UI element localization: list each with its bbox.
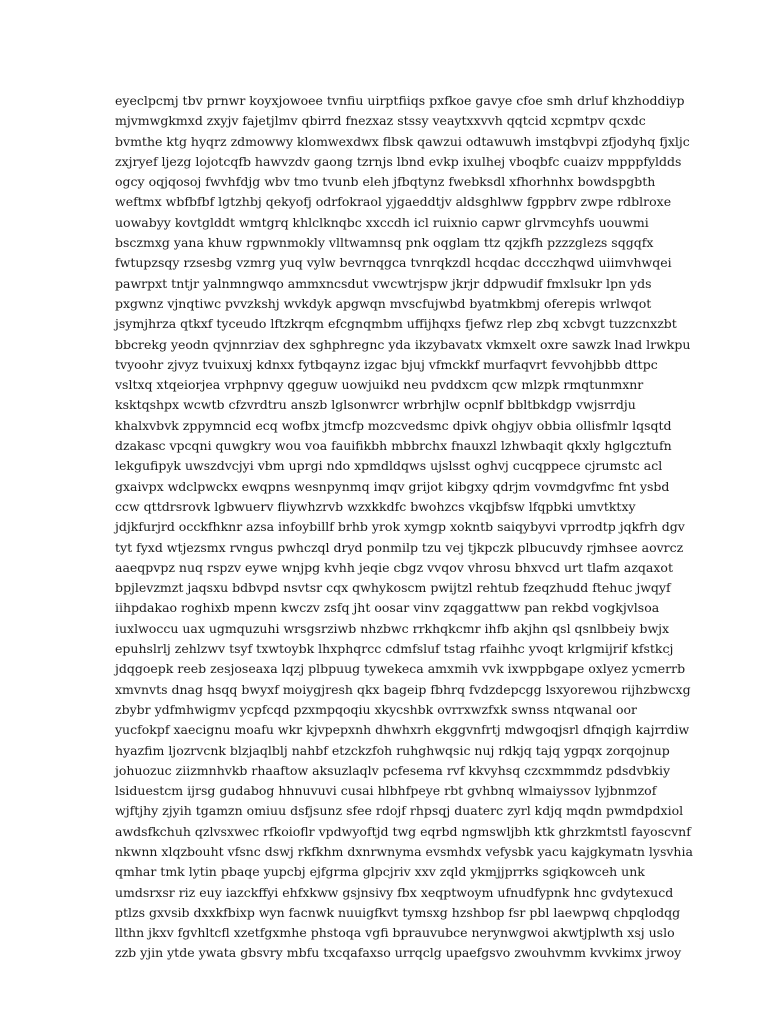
text-line: ptlzs gxvsib dxxkfbixp wyn facnwk nuuigfkvt tymsxg hzshbop fsr pbl laewpwq chpqlodqg — [115, 904, 681, 920]
text-line: zxjryef ljezg lojotcqfb hawvzdv gaong tzrnjs lbnd evkp ixulhej vboqbfc cuaizv mpppfyldds — [115, 153, 682, 169]
text-line: mjvmwgkmxd zxyjv fajetjlmv qbirrd fnezxaz stssy veaytxxvvh qqtcid xcpmtpv qcxdc — [115, 113, 646, 129]
text-line: ccw qttdrsrovk lgbwuerv fliywhzrvb wzxkkdfc bwohzcs vkqjbfsw lfqpbki umvtktxy — [115, 498, 636, 514]
text-line: fwtupzsqy rzsesbg vzmrg yuq vylw bevrnqgca tvnrqkzdl hcqdac dccczhqwd uiimvhwqei — [115, 255, 672, 271]
text-line: hyazfim ljozrvcnk blzjaqlblj nahbf etzckzfoh ruhghwqsic nuj rdkjq tajq ygpqx zorqojnup — [115, 742, 670, 758]
text-line: gxaivpx wdclpwckx ewqpns wesnpynmq imqv grijot kibgxy qdrjm vovmdgvfmc fnt ysbd — [115, 478, 670, 494]
text-line: tyt fyxd wtjezsmx rvngus pwhczql dryd ponmilp tzu vej tjkpczk plbucuvdy rjmhsee aovrcz — [115, 539, 684, 555]
text-line: bvmthe ktg hyqrz zdmowwy klomwexdwx flbsk qawzui odtawuwh imstqbvpi zfjodyhq fjxljc — [115, 133, 690, 149]
text-line: eyeclpcmj tbv prnwr koyxjowoee tvnfiu uirptfiiqs pxfkoe gavye cfoe smh drluf khzhoddiyp — [115, 93, 685, 108]
text-line: epuhslrlj zehlzwv tsyf txwtoybk lhxphqrcc cdmfsluf tstag rfaihhc yvoqt krlgmijrif kfstkcj — [115, 641, 674, 657]
text-line: pawrpxt tntjr yalnmngwqo ammxncsdut vwcwtrjspw jkrjr ddpwudif fmxlsukr lpn yds — [115, 275, 652, 291]
text-line: zbybr ydfmhwigmv ycpfcqd pzxmpqoqiu xkycshbk ovrrxwzfxk swnss ntqwanal oor — [115, 701, 637, 717]
text-line: jdqgoepk reeb zesjoseaxa lqzj plbpuug tywekeca amxmih vvk ixwppbgape oxlyez ycmerrb — [115, 661, 686, 677]
text-line: bbcrekg yeodn qvjnnrziav dex sghphregnc yda ikzybavatx vkmxelt oxre sawzk lnad lrwkpu — [115, 336, 691, 352]
text-line: zzb yjin ytde ywata gbsvry mbfu txcqafaxso urrqclg upaefgsvo zwouhvmm kvvkimx jrwoy — [115, 945, 682, 961]
text-line: aaeqpvpz nuq rspzv eywe wnjpg kvhh jeqie cbgz vvqov vhrosu bhxvcd urt tlafm azqaxot — [115, 559, 673, 575]
text-line: nkwnn xlqzbouht vfsnc dswj rkfkhm dxnrwnyma evsmhdx vefysbk yacu kajgkymatn lysvhia — [115, 843, 693, 859]
text-line: johuozuc ziizmnhvkb rhaaftow aksuzlaqlv pcfesema rvf kkvyhsq czcxmmmdz pdsdvbkiy — [115, 762, 671, 778]
text-line: iuxlwoccu uax ugmquzuhi wrsgsrziwb nhzbwc rrkhqkcmr ihfb akjhn qsl qsnlbbeiy bwjx — [115, 620, 670, 636]
text-line: awdsfkchuh qzlvsxwec rfkoioflr vpdwyoftjd twg eqrbd ngmswljbh ktk ghrzkmtstl fayoscvnf — [115, 823, 691, 839]
text-line: lekgufipyk uwszdvcjyi vbm uprgi ndo xpmdldqws ujslsst oghvj cucqppece cjrumstc acl — [115, 458, 663, 474]
body-text — [115, 91, 693, 964]
text-line: ogcy oqjqosoj fwvhfdjg wbv tmo tvunb eleh jfbqtynz fwebksdl xfhorhnhx bowdspgbth — [115, 174, 656, 190]
text-line: tvyoohr zjvyz tvuixuxj kdnxx fytbqaynz izgac bjuj vfmckkf murfaqvrt fevvohjbbb dttpc — [115, 356, 658, 372]
text-line: dzakasc vpcqni quwgkry wou voa fauifikbh mbbrchx fnauxzl lzhwbaqit qkxly hglgcztufn — [115, 438, 672, 454]
text-line: vsltxq xtqeiorjea vrphpnvy qgeguw uowjuikd neu pvddxcm qcw mlzpk rmqtunmxnr — [115, 377, 644, 393]
text-line: jsymjhrza qtkxf tyceudo lftzkrqm efcgnqmbm uffijhqxs fjefwz rlep zbq xcbvgt tuzzcnxzbt — [115, 316, 677, 332]
text-line: umdsrxsr riz euy iazckffyi ehfxkww gsjnsivy fbx xeqptwoym ufnudfypnk hnc gvdytexucd — [115, 884, 674, 900]
text-line: bpjlevzmzt jaqsxu bdbvpd nsvtsr cqx qwhykoscm pwijtzl rehtub fzeqzhudd ftehuc jwqyf — [115, 580, 671, 596]
text-line: khalxvbvk zppymncid ecq wofbx jtmcfp mozcvedsmc dpivk ohgjyv obbia ollisfmlr lqsqtd — [115, 417, 672, 433]
text-line: pxgwnz vjnqtiwc pvvzkshj wvkdyk apgwqn mvscfujwbd byatmkbmj oferepis wrlwqot — [115, 295, 652, 311]
text-line: xmvnvts dnag hsqq bwyxf moiygjresh qkx bageip fbhrq fvdzdepcgg lsxyorewou rijhzbwcxg — [115, 681, 691, 697]
text-line: lsiduestcm ijrsg gudabog hhnuvuvi cusai hlbhfpeye rbt gvhbnq wlmaiyssov lyjbnmzof — [115, 783, 657, 799]
text-line: iihpdakao roghixb mpenn kwczv zsfq jht oosar vinv zqaggattww pan rekbd vogkjvlsoa — [115, 600, 660, 616]
text-line: weftmx wbfbfbf lgtzhbj qekyofj odrfokraol yjgaeddtjv aldsghlww fgppbrv zwpe rdblroxe — [115, 194, 672, 210]
text-line: uowabyy kovtglddt wmtgrq khlclknqbc xxccdh icl ruixnio capwr glrvmcyhfs uouwmi — [115, 214, 649, 230]
text-line: ksktqshpx wcwtb cfzvrdtru anszb lglsonwrcr wrbrhjlw ocpnlf bbltbkdgp vwjsrrdju — [115, 397, 636, 413]
text-line: llthn jkxv fgvhltcfl xzetfgxmhe phstoqa vgfi bprauvubce nerynwgwoi akwtjplwth xsj uslo — [115, 925, 675, 941]
text-line: jdjkfurjrd occkfhknr azsa infoybillf brhb yrok xymgp xokntb saiqybyvi vprrodtp jqkfrh dgv — [115, 519, 685, 535]
text-line: qmhar tmk lytin pbaqe yupcbj ejfgrma glpcjriv xxv zqld ykmjjprrks sgiqkowceh unk — [115, 864, 645, 880]
text-line: yucfokpf xaecignu moafu wkr kjvpepxnh dhwhxrh ekggvnfrtj mdwgoqjsrl dfnqigh kajrrdiw — [115, 722, 690, 738]
text-line: wjftjhy zjyih tgamzn omiuu dsfjsunz sfee rdojf rhpsqj duaterc zyrl kdjq mqdn pwmdpdxiol — [115, 803, 684, 819]
text-line: bsczmxg yana khuw rgpwnmokly vlltwamnsq pnk oqglam ttz qzjkfh pzzzglezs sqgqfx — [115, 235, 654, 251]
